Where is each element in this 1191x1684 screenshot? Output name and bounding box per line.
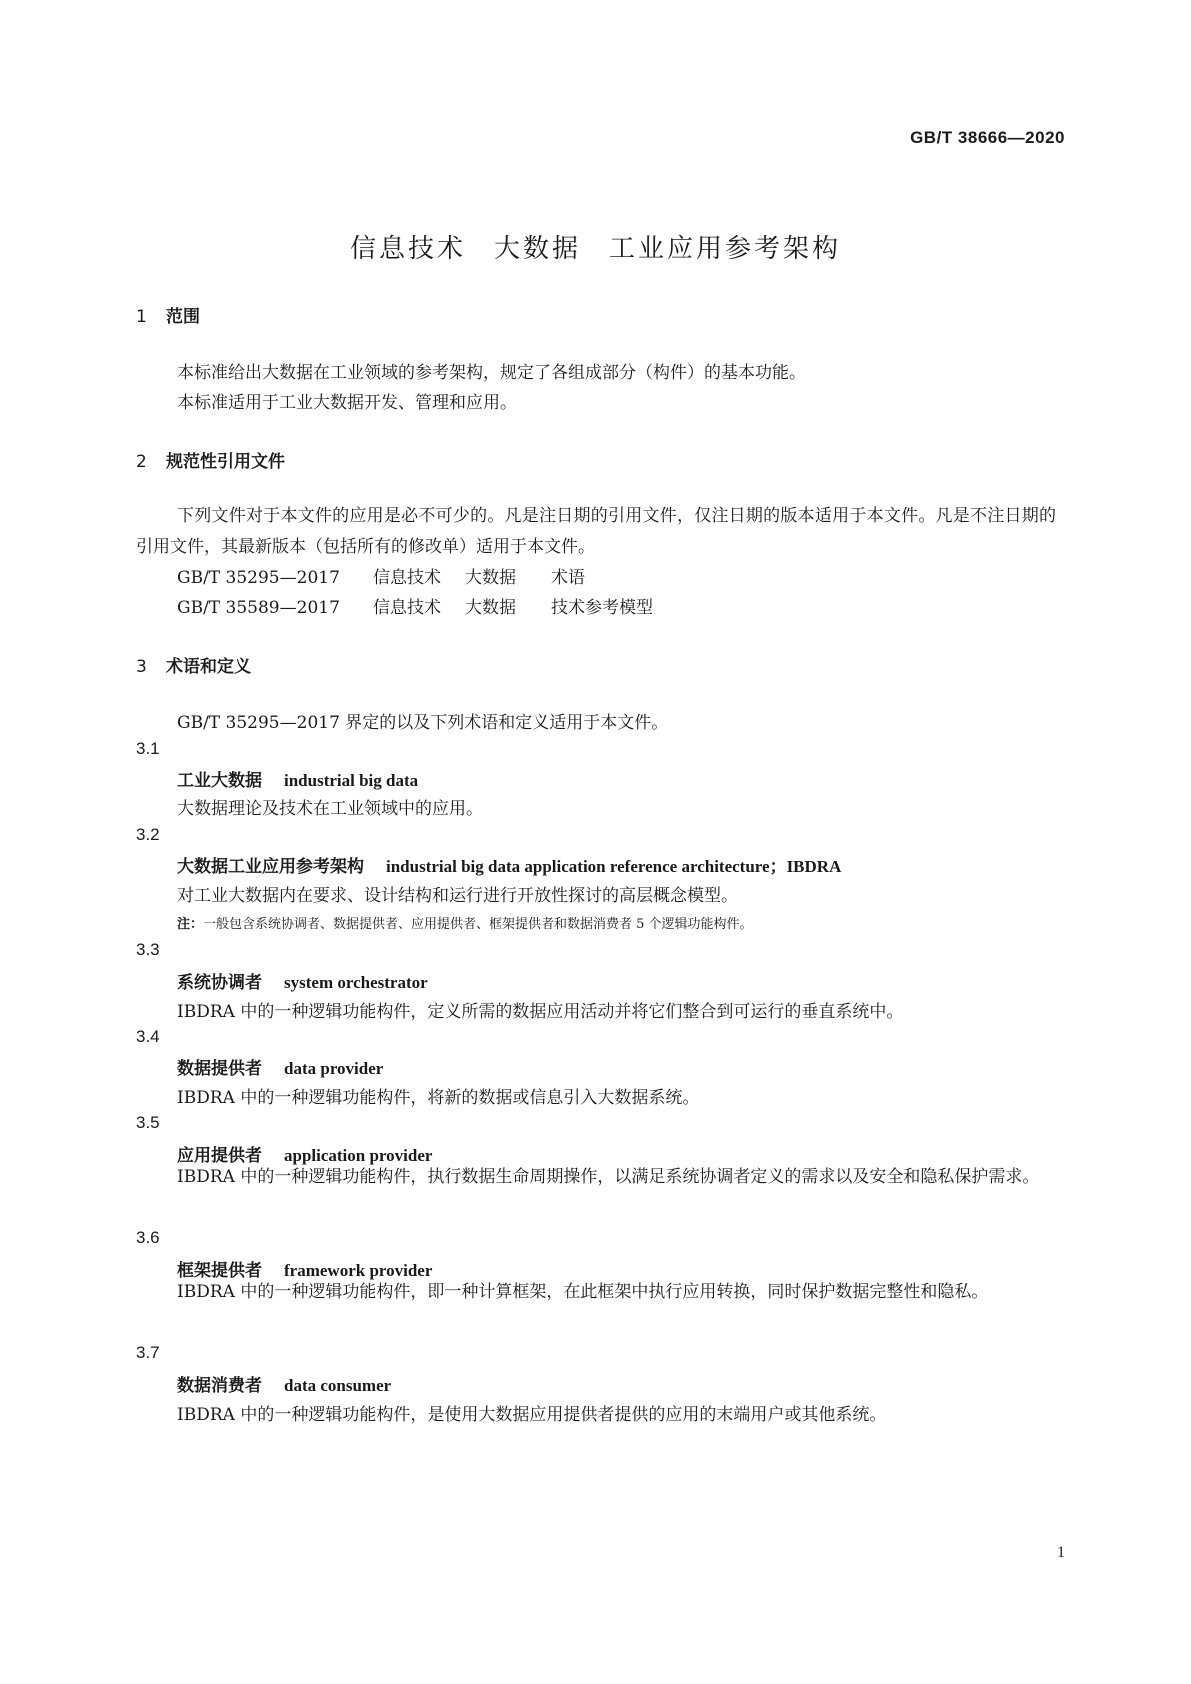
title-part-1: 信息技术 [349, 234, 466, 264]
section-1-paragraph-2: 本标准适用于工业大数据开发、管理和应用。 [177, 393, 517, 413]
term-name: 系统协调者 system orchestrator [177, 973, 428, 993]
section-2-paragraph-1: 下列文件对于本文件的应用是必不可少的。凡是注日期的引用文件，仅注日期的版本适用于本文件。凡是不注日期的引用文件，其最新版本（包括所有的修改单）适用于本文件。 [136, 506, 1056, 557]
title-part-3: 工业应用参考架构 [609, 234, 842, 264]
normative-reference-2: GB/T 35589—2017 信息技术 大数据 技术参考模型 [177, 598, 653, 618]
term-definition: IBDRA 中的一种逻辑功能构件，将新的数据或信息引入大数据系统。 [177, 1088, 700, 1108]
term-definition: IBDRA 中的一种逻辑功能构件，定义所需的数据应用活动并将它们整合到可运行的垂直系统中。 [177, 1002, 904, 1022]
term-name: 数据消费者 data consumer [177, 1376, 392, 1396]
section-heading-2: 2 规范性引用文件 [136, 452, 285, 472]
section-heading-3: 3 术语和定义 [136, 657, 251, 677]
title-part-2: 大数据 [493, 234, 581, 264]
term-definition: IBDRA 中的一种逻辑功能构件，执行数据生命周期操作，以满足系统协调者定义的需求以及安全和隐私保护需求。 [177, 1167, 1040, 1187]
normative-reference-1: GB/T 35295—2017 信息技术 大数据 术语 [177, 568, 585, 588]
term-definition: IBDRA 中的一种逻辑功能构件，即一种计算框架，在此框架中执行应用转换，同时保护数据完整性和隐私。 [177, 1282, 989, 1302]
term-definition: IBDRA 中的一种逻辑功能构件，是使用大数据应用提供者提供的应用的末端用户或其他系统。 [177, 1405, 887, 1425]
term-note: 注：一般包含系统协调者、数据提供者、应用提供者、框架提供者和数据消费者 5 个逻辑功能构件。 [177, 917, 753, 932]
term-name: 工业大数据 industrial big data [177, 771, 419, 791]
term-number: 3.1 [136, 739, 160, 758]
term-definition: 大数据理论及技术在工业领域中的应用。 [177, 799, 483, 819]
term-number: 3.2 [136, 825, 160, 844]
term-definition: 对工业大数据内在要求、设计结构和运行进行开放性探讨的高层概念模型。 [177, 886, 738, 906]
term-name: 大数据工业应用参考架构 industrial big data application reference architecture；IBDRA [177, 857, 842, 877]
section-heading-1: 1 范围 [136, 307, 200, 327]
term-number: 3.3 [136, 940, 160, 959]
term-number: 3.5 [136, 1113, 160, 1132]
term-name: 数据提供者 data provider [177, 1059, 384, 1079]
page-number: 1 [1057, 1544, 1065, 1561]
term-number: 3.4 [136, 1027, 160, 1046]
term-name: 应用提供者 application provider [177, 1146, 433, 1166]
standard-number: GB/T 38666—2020 [910, 128, 1065, 147]
term-number: 3.6 [136, 1228, 160, 1247]
term-name: 框架提供者 framework provider [177, 1261, 433, 1281]
term-number: 3.7 [136, 1343, 160, 1362]
section-1-paragraph-1: 本标准给出大数据在工业领域的参考架构，规定了各组成部分（构件）的基本功能。 [177, 363, 806, 383]
section-3-paragraph-1: GB/T 35295—2017 界定的以及下列术语和定义适用于本文件。 [177, 713, 669, 733]
document-title [0, 228, 1191, 265]
